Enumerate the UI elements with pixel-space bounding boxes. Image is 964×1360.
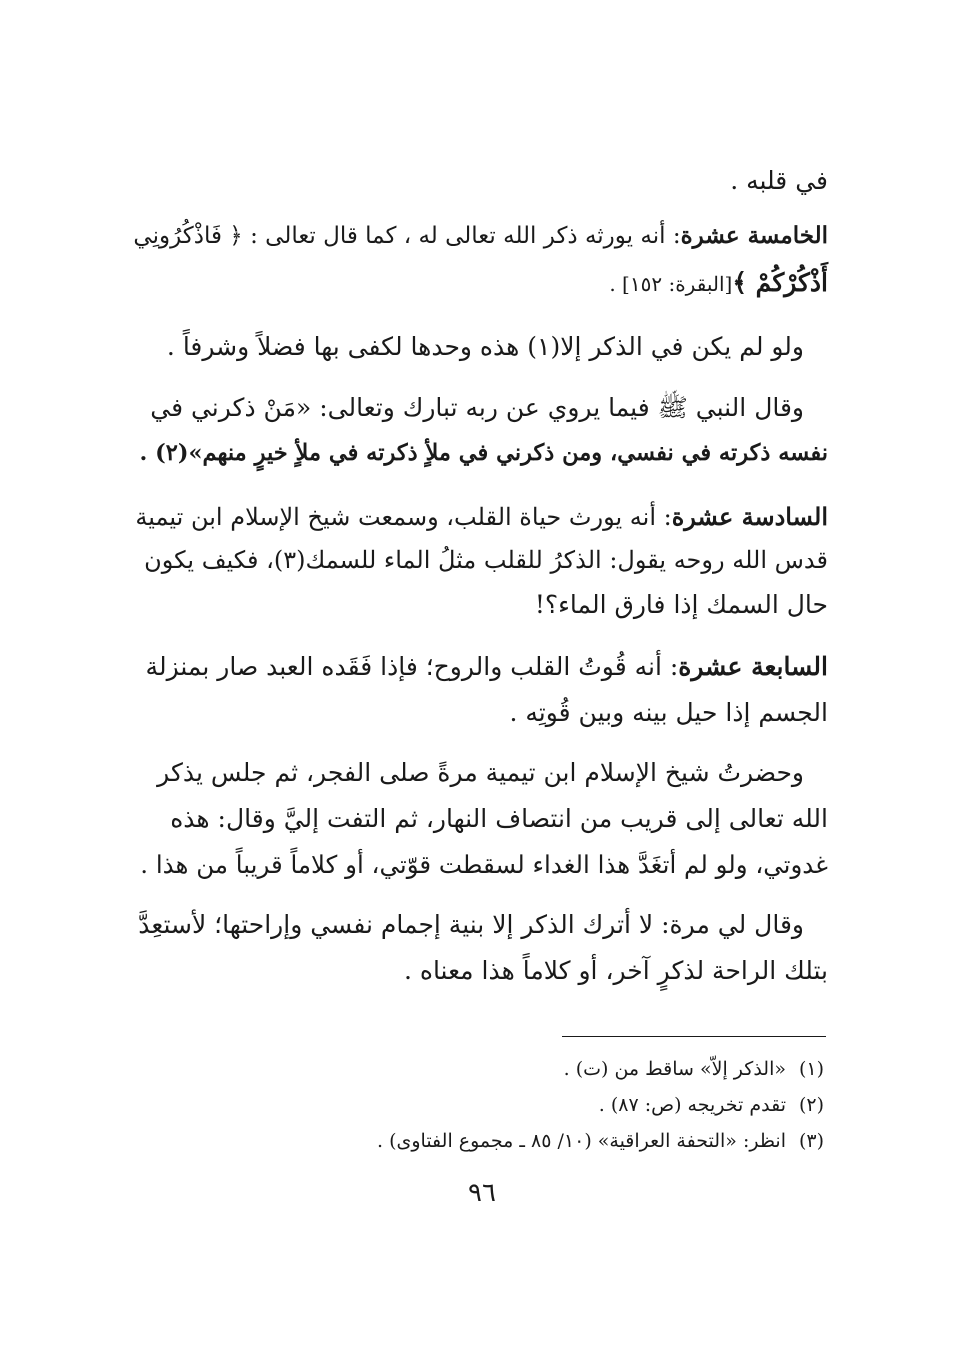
footnote-text: «الذكر إلاّ» ساقط من (ت) . [563,1058,786,1080]
section-label: السادسة عشرة [671,502,828,531]
paragraph-line [133,222,828,249]
text: بتلك الراحة لذكرٍ آخر، أو كلاماً هذا معناه . [403,956,828,985]
paragraph-line [138,910,804,939]
section-label: السابعة عشرة [678,652,828,681]
footnote-text: انظر: «التحفة العراقية» (١٠/ ٨٥ ـ مجموع الفتاوى) . [377,1130,786,1152]
paragraph-line [167,332,804,361]
paragraph-line [404,956,828,985]
paragraph-line [730,166,828,195]
page-number: ٩٦ [468,1178,496,1208]
paragraph-line [144,546,828,574]
footnote-number: (١) [798,1058,824,1080]
text: الله تعالى إلى قريب من انتصاف النهار، ثم التفت إليَّ وقال: هذه [170,804,828,833]
footnote [599,1094,824,1116]
footnote [564,1058,824,1080]
paragraph-line [535,590,828,619]
paragraph-line [146,652,828,681]
quran-verse: أَذْكُرْكُمْ ﴾ [732,268,828,297]
footnote [377,1130,824,1152]
text: حال السمك إذا فارق الماء؟! [534,590,828,619]
paragraph-line [157,758,804,787]
paragraph-line [135,502,828,531]
text: وقال لي مرة: لا أترك الذكر إلا بنية إجمام نفسي وإراحتها؛ لأستعِدَّ [138,910,804,939]
paragraph-line [609,268,828,297]
text: في قلبه . [730,166,828,195]
text: وحضرتُ شيخ الإسلام ابن تيمية مرةً صلى الفجر، ثم جلس يذكر [157,758,804,787]
section-label: الخامسة عشرة [680,222,828,249]
paragraph-line [140,850,828,879]
text: : أنه يورث حياة القلب، وسمعت شيخ الإسلام ابن تيمية [135,503,672,531]
text: وقال النبي ﷺ فيما يروي عن ربه تبارك وتعالى: «مَنْ ذكرني في [150,393,804,422]
paragraph-line [170,804,828,833]
hadith-text: نفسه ذكرته في نفسي، ومن ذكرني في ملأٍ ذكرته في ملأٍ خيرٍ منهم»(٢) . [139,440,828,466]
text: الجسم إذا حيل بينه وبين قُوتِه . [509,698,828,727]
text: قدس الله روحه يقول: الذكرُ للقلب مثلُ الماء للسمك(٣)، فكيف يكون [144,546,828,574]
paragraph-line [509,698,828,727]
text: ولو لم يكن في الذكر إلا(١) هذه وحدها لكفى بها فضلاً وشرفاً . [166,332,804,361]
paragraph-line [139,440,828,466]
footnote-separator [562,1036,826,1037]
paragraph-line [150,392,804,429]
text: : أنه يورثه ذكر الله تعالى له ، كما قال تعالى : ﴿ فَاذْكُرُونِي [133,223,681,249]
verse-reference: [البقرة: ١٥٢] . [609,272,733,296]
footnote-number: (٣) [798,1130,824,1152]
text: : أنه قُوتُ القلب والروح؛ فإذا فَقَده العبد صار بمنزلة [145,652,679,681]
text: غدوتي، ولو لم أتغَدَّ هذا الغداء لسقطت قوّتي، أو كلاماً قريباً من هذا . [140,850,828,879]
footnote-text: تقدم تخريجه (ص: ٨٧) . [598,1094,786,1116]
footnote-number: (٢) [798,1094,824,1116]
